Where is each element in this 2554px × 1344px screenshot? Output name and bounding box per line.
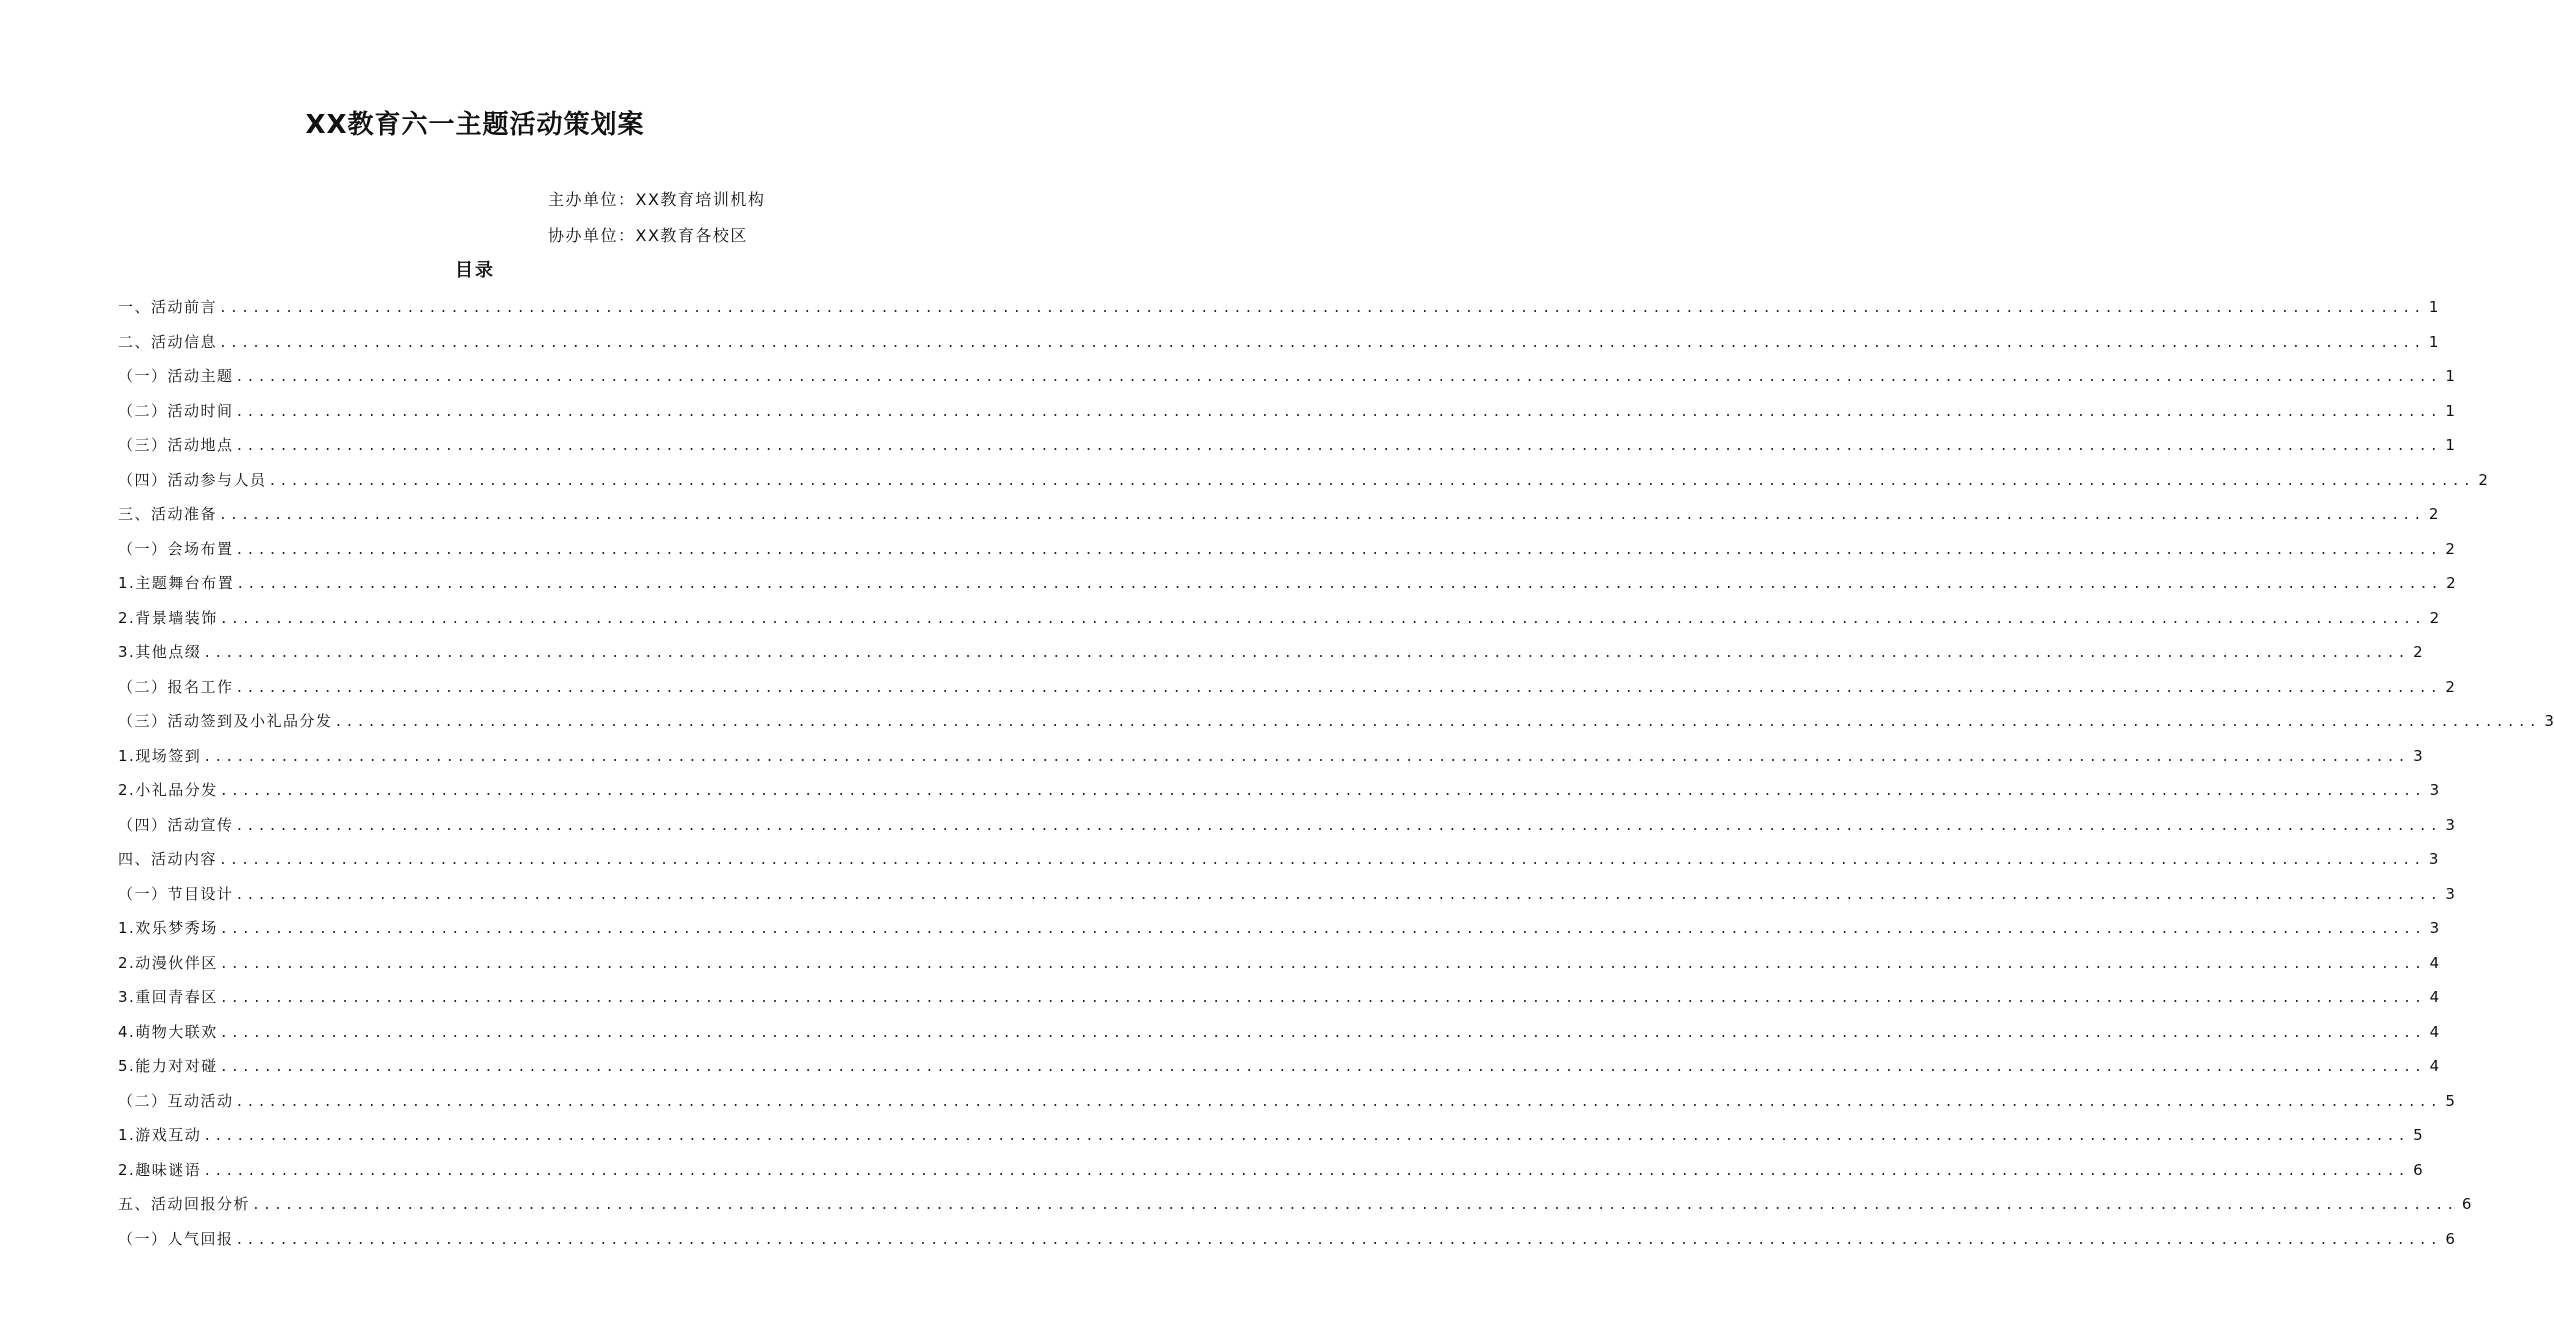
toc-entry-page-number: 4 — [2429, 1057, 2440, 1075]
document-title: XX教育六一主题活动策划案 — [305, 110, 645, 140]
toc-entry-label: （一）人气回报 — [118, 1229, 234, 1248]
toc-dot-leader: ........................................................................................................................................................................................................ — [235, 370, 2441, 385]
toc-dot-leader: ........................................................................................................................................................................................................ — [219, 335, 2425, 351]
toc-entry-label: 1.欢乐梦秀场 — [118, 919, 218, 937]
toc-entry-label: （一）活动主题 — [118, 367, 234, 385]
toc-dot-leader: ........................................................................................................................................................................................................ — [219, 611, 2426, 627]
toc-entry-label: （四）活动参与人员 — [118, 470, 267, 489]
toc-entry-label: （三）活动地点 — [118, 436, 234, 454]
toc-entry-page-number: 1 — [2445, 401, 2455, 420]
toc-entry-label: 2.趣味谜语 — [118, 1160, 202, 1179]
toc-entry-page-number: 4 — [2429, 1022, 2440, 1041]
toc-dot-leader: ........................................................................................................................................................................................................ — [236, 577, 2442, 592]
toc-entry[interactable] — [118, 1015, 2440, 1050]
toc-dot-leader: ........................................................................................................................................................................................................ — [268, 473, 2474, 489]
toc-dot-leader: ........................................................................................................................................................................................................ — [219, 922, 2426, 937]
toc-entry[interactable] — [118, 1187, 2472, 1222]
toc-entry-label: 4.萌物大联欢 — [118, 1022, 218, 1041]
toc-entry[interactable] — [118, 1118, 2423, 1153]
toc-entry[interactable] — [118, 808, 2455, 843]
toc-entry[interactable] — [118, 394, 2455, 429]
toc-entry-page-number: 3 — [2429, 919, 2440, 937]
toc-entry-label: 四、活动内容 — [118, 850, 218, 868]
toc-dot-leader: ........................................................................................................................................................................................................ — [219, 1060, 2426, 1075]
toc-entry-page-number: 1 — [2445, 367, 2455, 385]
toc-entry-page-number: 4 — [2429, 988, 2440, 1006]
toc-entry-label: 2.小礼品分发 — [118, 781, 218, 799]
toc-dot-leader: ........................................................................................................................................................................................................ — [203, 1163, 2409, 1179]
toc-entry[interactable] — [118, 566, 2456, 601]
toc-entry[interactable] — [118, 1222, 2455, 1257]
toc-dot-leader: ........................................................................................................................................................................................................ — [203, 1129, 2409, 1144]
toc-entry-page-number: 2 — [2445, 677, 2455, 696]
toc-entry-label: （二）互动活动 — [118, 1091, 234, 1110]
toc-entry-label: （一）会场布置 — [118, 539, 234, 558]
toc-entry[interactable] — [118, 325, 2439, 360]
toc-dot-leader: ........................................................................................................................................................................................................ — [219, 508, 2425, 523]
toc-entry[interactable] — [118, 532, 2455, 567]
toc-entry-label: 一、活动前言 — [118, 298, 218, 316]
toc-entry[interactable] — [118, 290, 2439, 325]
toc-entry-page-number: 6 — [2461, 1195, 2472, 1213]
toc-entry-label: 3.重回青春区 — [118, 988, 218, 1006]
toc-entry-label: 5.能力对对碰 — [118, 1057, 218, 1075]
toc-entry-page-number: 1 — [2445, 436, 2455, 454]
toc-entry[interactable] — [118, 739, 2423, 774]
toc-entry[interactable] — [118, 704, 2554, 739]
toc-entry[interactable] — [118, 463, 2488, 498]
toc-dot-leader: ........................................................................................................................................................................................................ — [252, 1198, 2458, 1213]
toc-entry-label: 1.游戏互动 — [118, 1126, 202, 1144]
toc-entry[interactable] — [118, 428, 2455, 463]
toc-dot-leader: ........................................................................................................................................................................................................ — [219, 784, 2426, 799]
host-organization: 主办单位：XX教育培训机构 — [548, 190, 766, 209]
toc-dot-leader: ........................................................................................................................................................................................................ — [235, 439, 2441, 454]
table-of-contents — [118, 290, 2554, 1256]
toc-entry[interactable] — [118, 497, 2439, 532]
toc-entry[interactable] — [118, 877, 2455, 912]
toc-entry[interactable] — [118, 1049, 2440, 1084]
toc-heading: 目录 — [455, 260, 495, 281]
toc-entry[interactable] — [118, 980, 2440, 1015]
toc-dot-leader: ........................................................................................................................................................................................................ — [219, 853, 2425, 868]
toc-dot-leader: ........................................................................................................................................................................................................ — [235, 887, 2441, 903]
toc-entry-label: （二）报名工作 — [118, 677, 234, 696]
toc-entry-page-number: 2 — [2446, 574, 2456, 592]
toc-entry-page-number: 3 — [2428, 850, 2439, 868]
toc-entry-page-number: 2 — [2478, 470, 2488, 489]
toc-entry-page-number: 2 — [2428, 505, 2439, 523]
toc-dot-leader: ........................................................................................................................................................................................................ — [219, 956, 2426, 972]
co-organization: 协办单位：XX教育各校区 — [548, 226, 748, 245]
toc-dot-leader: ........................................................................................................................................................................................................ — [219, 991, 2426, 1006]
toc-entry-page-number: 3 — [2445, 884, 2455, 903]
toc-entry[interactable] — [118, 773, 2440, 808]
toc-entry-page-number: 5 — [2413, 1126, 2423, 1144]
toc-entry-page-number: 3 — [2413, 746, 2423, 765]
toc-dot-leader: ........................................................................................................................................................................................................ — [203, 646, 2409, 661]
toc-dot-leader: ........................................................................................................................................................................................................ — [219, 1025, 2426, 1041]
toc-dot-leader: ........................................................................................................................................................................................................ — [235, 1094, 2441, 1110]
toc-entry-label: 五、活动回报分析 — [118, 1195, 251, 1213]
toc-entry-page-number: 6 — [2445, 1229, 2455, 1248]
toc-entry[interactable] — [118, 601, 2440, 636]
toc-dot-leader: ........................................................................................................................................................................................................ — [235, 818, 2441, 834]
toc-entry-label: 三、活动准备 — [118, 505, 218, 523]
toc-entry-page-number: 1 — [2428, 332, 2439, 351]
toc-dot-leader: ........................................................................................................................................................................................................ — [235, 404, 2441, 420]
toc-entry-label: （四）活动宣传 — [118, 815, 234, 834]
toc-entry[interactable] — [118, 359, 2455, 394]
toc-dot-leader: ........................................................................................................................................................................................................ — [219, 301, 2425, 316]
toc-entry-page-number: 5 — [2445, 1091, 2455, 1110]
toc-entry[interactable] — [118, 946, 2440, 981]
toc-entry[interactable] — [118, 1084, 2455, 1119]
toc-entry[interactable] — [118, 842, 2439, 877]
toc-entry-page-number: 6 — [2413, 1160, 2423, 1179]
toc-dot-leader: ........................................................................................................................................................................................................ — [235, 1232, 2441, 1248]
toc-entry-page-number: 2 — [2429, 608, 2440, 627]
toc-entry-page-number: 2 — [2445, 539, 2455, 558]
toc-entry-page-number: 3 — [2544, 712, 2554, 730]
toc-entry-label: 1.主题舞台布置 — [118, 574, 235, 592]
toc-entry-label: （三）活动签到及小礼品分发 — [118, 712, 333, 730]
toc-dot-leader: ........................................................................................................................................................................................................ — [235, 542, 2441, 558]
toc-entry-page-number: 3 — [2429, 781, 2440, 799]
toc-dot-leader: ........................................................................................................................................................................................................ — [334, 715, 2540, 730]
toc-dot-leader: ........................................................................................................................................................................................................ — [203, 749, 2409, 765]
toc-entry[interactable] — [118, 635, 2423, 670]
toc-entry-page-number: 2 — [2413, 643, 2423, 661]
toc-entry-label: 2.背景墙装饰 — [118, 608, 218, 627]
toc-entry[interactable] — [118, 670, 2455, 705]
toc-entry-label: 3.其他点缀 — [118, 643, 202, 661]
toc-entry[interactable] — [118, 1153, 2423, 1188]
toc-entry-label: （一）节目设计 — [118, 884, 234, 903]
toc-entry-label: 1.现场签到 — [118, 746, 202, 765]
toc-entry[interactable] — [118, 911, 2440, 946]
toc-entry-label: （二）活动时间 — [118, 401, 234, 420]
toc-entry-page-number: 1 — [2428, 298, 2439, 316]
toc-entry-label: 二、活动信息 — [118, 332, 218, 351]
toc-entry-label: 2.动漫伙伴区 — [118, 953, 218, 972]
toc-entry-page-number: 3 — [2445, 815, 2455, 834]
toc-entry-page-number: 4 — [2429, 953, 2440, 972]
toc-dot-leader: ........................................................................................................................................................................................................ — [235, 680, 2441, 696]
